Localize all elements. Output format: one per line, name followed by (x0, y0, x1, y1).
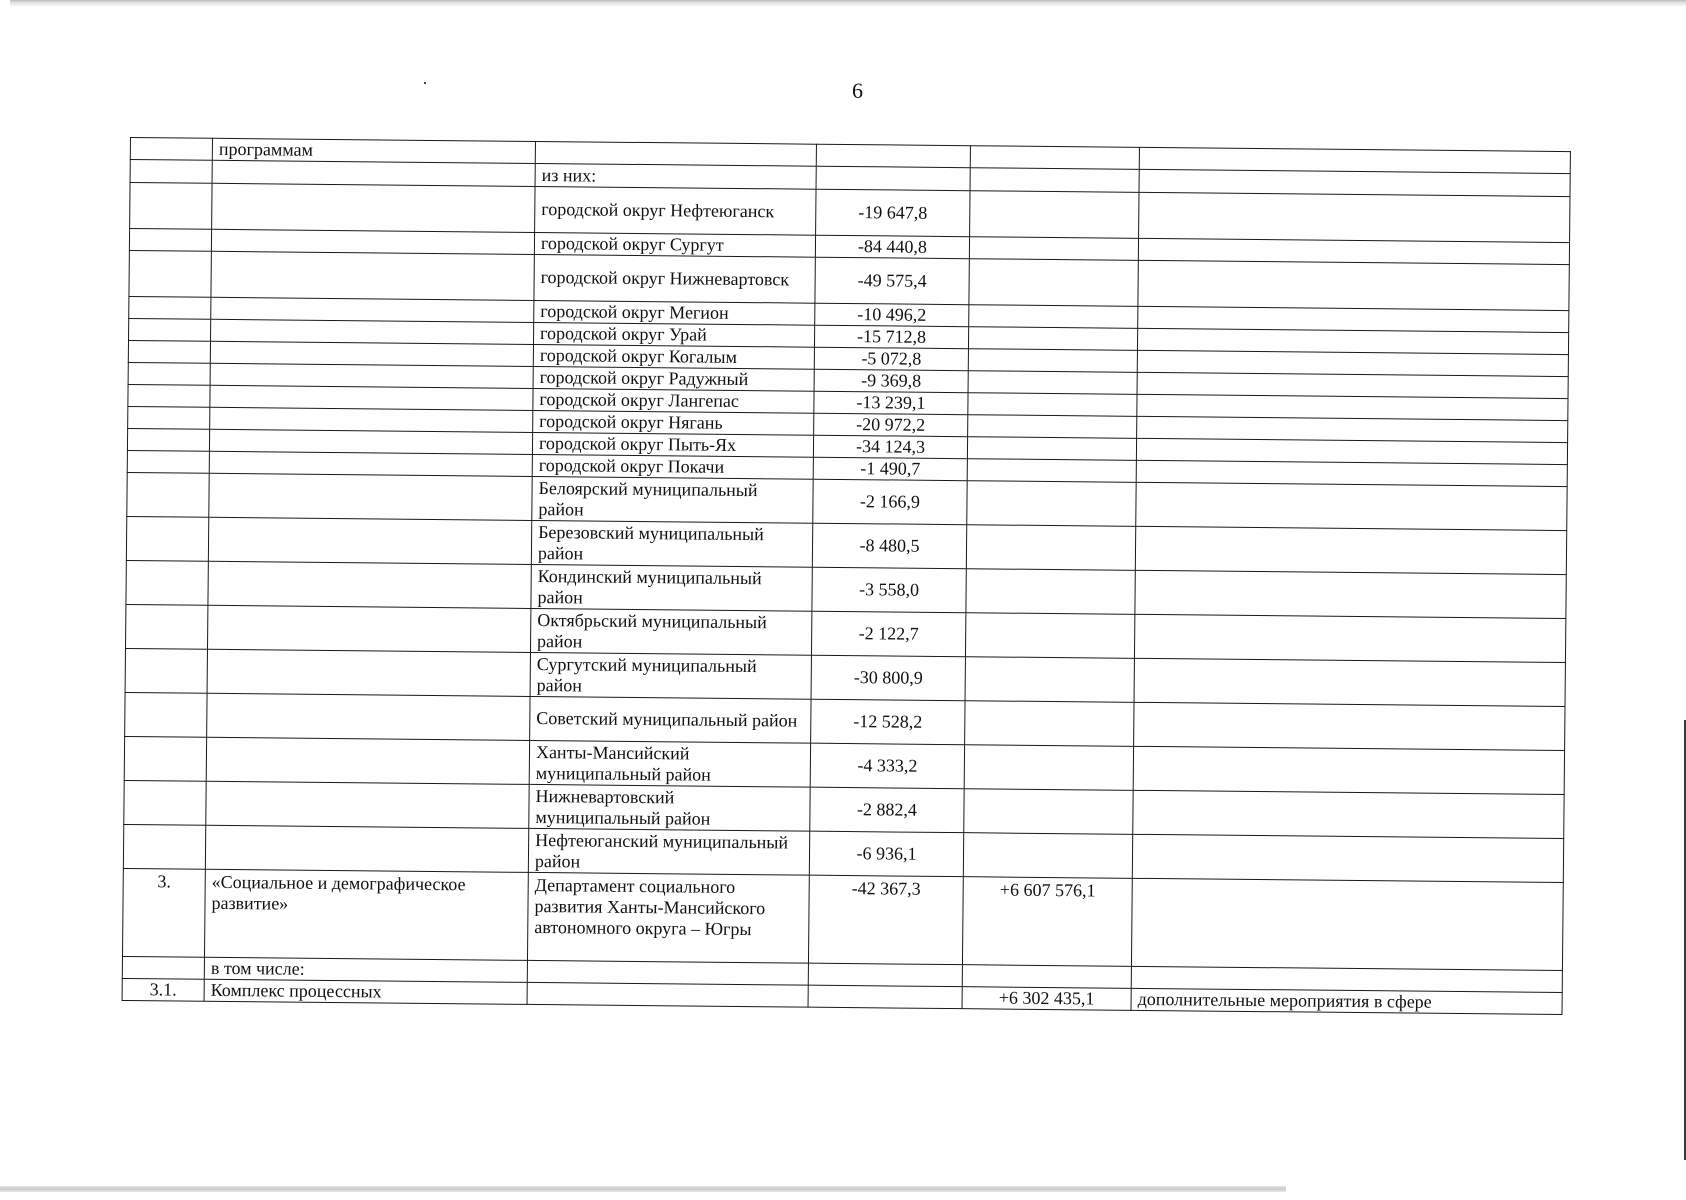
organization-cell: Октябрьский муниципальный район (530, 608, 811, 655)
amount-change-cell (967, 481, 1136, 527)
row-number-cell (124, 780, 206, 825)
amount-change-cell (969, 305, 1138, 329)
amount-value-cell: -4 333,2 (810, 743, 964, 789)
program-name-cell (208, 517, 531, 564)
row-number-cell: 3.1. (122, 978, 204, 1001)
organization-cell: городской округ Нягань (533, 410, 814, 435)
note-cell (1135, 570, 1566, 618)
note-cell: дополнительные мероприятия в сфере (1131, 988, 1562, 1014)
row-number-cell (130, 183, 212, 230)
organization-cell: Ханты-Мансийский муниципальный район (529, 740, 810, 787)
note-cell (1134, 614, 1565, 662)
program-name-cell (207, 649, 530, 696)
row-number-cell (129, 318, 211, 341)
row-number-cell: 3. (122, 868, 205, 957)
note-cell (1135, 526, 1566, 574)
program-name-cell (212, 160, 535, 186)
amount-value-cell (808, 985, 962, 1009)
row-number-cell (127, 472, 209, 517)
note-cell (1133, 790, 1564, 838)
program-name-cell: программам (212, 138, 535, 163)
row-number-cell (130, 138, 212, 161)
program-name-cell (211, 251, 534, 300)
amount-change-cell (965, 613, 1134, 659)
amount-value-cell: -2 166,9 (813, 479, 967, 525)
amount-change-cell (966, 525, 1135, 571)
amount-change-cell (963, 833, 1132, 879)
amount-value-cell: -20 972,2 (814, 413, 968, 437)
amount-value-cell: -84 440,8 (815, 235, 969, 259)
amount-value-cell: -5 072,8 (814, 347, 968, 371)
scan-speck (424, 82, 426, 84)
organization-cell: Белоярский муниципальный район (532, 476, 813, 523)
amount-value-cell: -9 369,8 (814, 369, 968, 393)
amount-change-cell (967, 459, 1136, 483)
amount-value-cell: -34 124,3 (813, 435, 967, 459)
amount-change-cell (969, 237, 1138, 261)
note-cell (1138, 260, 1569, 310)
program-name-cell (212, 183, 535, 232)
amount-change-cell (968, 327, 1137, 351)
row-number-cell (124, 736, 206, 781)
note-cell (1134, 658, 1565, 706)
note-cell (1131, 878, 1563, 970)
row-number-cell (129, 296, 211, 319)
row-number-cell (128, 384, 210, 407)
organization-cell: из них: (535, 163, 816, 189)
organization-cell: городской округ Нижневартовск (534, 254, 815, 303)
amount-change-cell (968, 393, 1137, 417)
amount-change-cell (967, 437, 1136, 461)
organization-cell: Кондинский муниципальный район (531, 564, 812, 611)
organization-cell: городской округ Пыть-Ях (532, 432, 813, 457)
amount-change-cell (964, 745, 1133, 791)
program-name-cell (207, 605, 530, 652)
amount-change-cell (965, 701, 1134, 747)
row-number-cell (126, 560, 208, 605)
program-name-cell (210, 407, 533, 432)
amount-value-cell (808, 963, 962, 987)
amount-change-cell (970, 168, 1139, 193)
amount-value-cell: -1 490,7 (813, 457, 967, 481)
organization-cell: Нефтеюганский муниципальный район (528, 828, 809, 875)
note-cell (1132, 834, 1563, 882)
organization-cell: городской округ Мегион (534, 300, 815, 325)
amount-value-cell: -19 647,8 (816, 189, 970, 237)
amount-change-cell (962, 965, 1131, 989)
row-number-cell (125, 648, 207, 693)
organization-cell: городской округ Урай (533, 322, 814, 347)
program-name-cell (211, 319, 534, 344)
amount-value-cell: -30 800,9 (811, 655, 965, 701)
note-cell (1133, 746, 1564, 794)
program-name-cell (210, 363, 533, 388)
row-number-cell (126, 604, 208, 649)
organization-cell: Сургутский муниципальный район (530, 652, 811, 699)
amount-value-cell: -6 936,1 (809, 831, 963, 877)
amount-change-cell: +6 607 576,1 (962, 877, 1132, 967)
row-number-cell (129, 250, 211, 297)
note-cell (1134, 702, 1565, 750)
program-name-cell (209, 473, 532, 520)
program-name-cell (210, 341, 533, 366)
amount-value-cell: -49 575,4 (815, 257, 969, 305)
table-body (122, 138, 1570, 1015)
amount-change-cell (968, 349, 1137, 373)
scan-edge-bottom (0, 1186, 1286, 1192)
document-body (122, 137, 1570, 1015)
organization-cell: Нижневартовский муниципальный район (529, 784, 810, 831)
amount-value-cell (816, 166, 970, 191)
amount-value-cell: -12 528,2 (811, 699, 965, 745)
amount-change-cell (965, 657, 1134, 703)
organization-cell: городской округ Нефтеюганск (535, 186, 816, 235)
program-name-cell: Комплекс процессных (204, 979, 527, 1004)
program-name-cell (206, 781, 529, 828)
amount-change-cell (968, 415, 1137, 439)
amount-change-cell (964, 789, 1133, 835)
organization-cell: городской округ Покачи (532, 454, 813, 479)
row-number-cell (125, 692, 207, 737)
program-name-cell (209, 429, 532, 454)
amount-value-cell: -13 239,1 (814, 391, 968, 415)
amount-change-cell: +6 302 435,1 (962, 987, 1131, 1011)
organization-cell: городской округ Радужный (533, 366, 814, 391)
program-name-cell (211, 229, 534, 254)
amount-change-cell (970, 191, 1139, 239)
organization-cell: городской округ Лангепас (533, 388, 814, 413)
amount-change-cell (968, 371, 1137, 395)
row-number-cell (128, 340, 210, 363)
program-name-cell: в том числе: (204, 957, 527, 982)
organization-cell: Департамент социального развития Ханты-Мансийского автономного округа – Югры (527, 872, 809, 963)
program-name-cell (208, 561, 531, 608)
amount-change-cell (966, 569, 1135, 615)
organization-cell (527, 982, 808, 1007)
row-number-cell (130, 160, 212, 184)
row-number-cell (127, 428, 209, 451)
scan-edge-top (10, 0, 1686, 8)
row-number-cell (127, 450, 209, 473)
row-number-cell (123, 824, 205, 869)
row-number-cell (126, 516, 208, 561)
organization-cell: Советский муниципальный район (530, 696, 811, 743)
amount-value-cell (816, 144, 970, 168)
organization-cell: Березовский муниципальный район (531, 520, 812, 567)
amount-value-cell: -42 367,3 (808, 875, 963, 965)
organization-cell: городской округ Когалым (533, 344, 814, 369)
amount-value-cell: -2 882,4 (810, 787, 964, 833)
amount-value-cell: -2 122,7 (811, 611, 965, 657)
note-cell (1139, 192, 1570, 242)
amount-change-cell (969, 259, 1138, 307)
row-number-cell (129, 229, 211, 252)
amount-value-cell: -10 496,2 (815, 303, 969, 327)
program-name-cell (209, 451, 532, 476)
organization-cell: городской округ Сургут (534, 232, 815, 257)
program-name-cell (210, 385, 533, 410)
amount-value-cell: -15 712,8 (814, 325, 968, 349)
budget-table (122, 137, 1571, 1015)
program-name-cell (205, 825, 528, 872)
row-number-cell (122, 956, 204, 979)
program-name-cell: «Социальное и демографическое развитие» (204, 869, 528, 960)
amount-value-cell: -8 480,5 (812, 523, 966, 569)
table-row (122, 868, 1563, 970)
page-number: 6 (852, 78, 863, 103)
note-cell (1136, 482, 1567, 530)
program-name-cell (211, 297, 534, 322)
program-name-cell (206, 737, 529, 784)
organization-cell (527, 960, 808, 985)
organization-cell (535, 141, 816, 166)
amount-value-cell: -3 558,0 (812, 567, 966, 613)
amount-change-cell (970, 146, 1139, 170)
row-number-cell (128, 406, 210, 429)
program-name-cell (207, 693, 530, 740)
row-number-cell (128, 362, 210, 385)
